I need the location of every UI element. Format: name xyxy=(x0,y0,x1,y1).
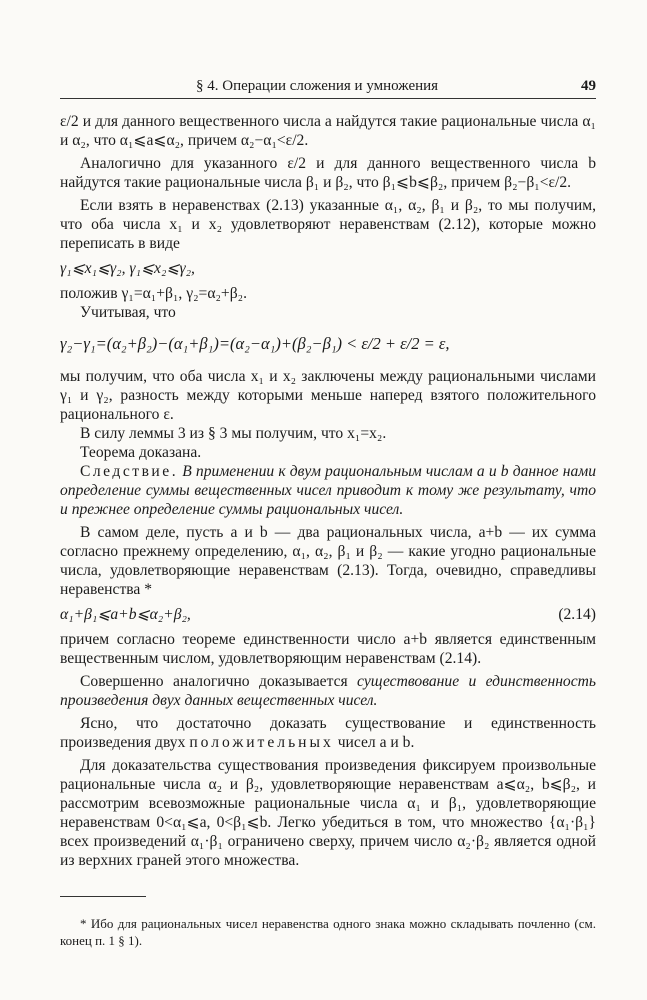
formula xyxy=(60,605,596,624)
paragraph: Теорема доказана. xyxy=(80,444,202,461)
paragraph: Если взять в неравенствах (2.13) указанные α₁, α₂, β₁ и β₂, то мы получим, что оба числа x₁ и x₂ удовлетворяют неравенствам (2.12), которые можно переписать в виде xyxy=(60,197,596,252)
header-rule xyxy=(60,98,596,99)
corollary-text: В применении к двум рациональным числам a и b данное нами определение суммы вещественных чисел приводит к тому же результату, что и прежнее определение суммы рациональных чисел. xyxy=(60,463,596,518)
paragraph: Аналогично для указанного ε/2 и для данного вещественного числа b найдутся такие рациональные числа β₁ и β₂, что β₁⩽b⩽β₂, причем β₂−β₁<ε/2. xyxy=(60,155,596,191)
footnote-rule xyxy=(60,896,146,897)
spaced-word: положительных xyxy=(189,734,334,751)
footnote: * Ибо для рациональных чисел неравенства одного знака можно складывать почленно (см. конец п. 1 § 1). xyxy=(60,916,596,948)
paragraph: В самом деле, пусть a и b — два рациональных числа, a+b — их сумма согласно прежнему определению, α₁, α₂, β₁ и β₂ — какие угодно рациональные числа, удовлетворяющие неравенствам (2.13). Тогда, очевидно, справедливы неравенства * xyxy=(60,524,596,598)
paragraph: мы получим, что оба числа x₁ и x₂ заключены между рациональными числами γ₁ и γ₂, разность между которыми меньше наперед взятого положительного рационального ε. xyxy=(60,368,596,423)
paragraph: Для доказательства существования произведения фиксируем произвольные рациональные числа α₂ и β₂, удовлетворяющие неравенствам a⩽α₂, b⩽β₂, и рассмотрим всевозможные рациональные числа α₁ и β₁, удовлетворяющие неравенствам 0<α₁⩽a, 0<β₁⩽b. Легко убедиться в том, что множество {α₁·β₁} всех произведений α₁·β₁ ограничено сверху, причем число α₂·β₂ является одной из верхних граней этого множества. xyxy=(60,757,596,869)
paragraph: положив γ₁=α₁+β₁, γ₂=α₂+β₂. xyxy=(60,285,247,302)
corollary-heading: Следствие. xyxy=(80,463,179,480)
page-body xyxy=(60,112,596,870)
text: Совершенно аналогично доказывается xyxy=(80,673,358,690)
formula: γ₂−γ₁=(α₂+β₂)−(α₁+β₁)=(α₂−α₁)+(β₂−β₁) < ε/2 + ε/2 = ε, xyxy=(60,334,450,353)
paragraph: ε/2 и для данного вещественного числа a найдутся такие рациональные числа α₁ и α₂, что α₁⩽a⩽α₂, причем α₂−α₁<ε/2. xyxy=(60,113,596,149)
paragraph: В силу леммы 3 из § 3 мы получим, что x₁=x₂. xyxy=(80,425,387,442)
page-number: 49 xyxy=(581,78,596,94)
text: Ясно, что достаточно доказать существование и единственность произведения двух xyxy=(60,715,596,751)
paragraph: Учитывая, что xyxy=(80,304,176,321)
formula-text: α₁+β₁⩽a+b⩽α₂+β₂, xyxy=(60,606,191,623)
page-header xyxy=(60,78,596,98)
paragraph xyxy=(60,714,596,752)
emphasis: существование и единственность произведения двух данных вещественных чисел. xyxy=(60,673,597,709)
text: чисел a и b. xyxy=(333,734,415,751)
paragraph xyxy=(60,672,596,710)
equation-number: (2.14) xyxy=(558,606,596,623)
formula: γ₁⩽x₁⩽γ₂, γ₁⩽x₂⩽γ₂, xyxy=(60,260,195,277)
corollary xyxy=(60,462,596,519)
running-title: § 4. Операции сложения и умножения xyxy=(196,78,439,94)
paragraph: причем согласно теореме единственности число a+b является единственным вещественным числом, удовлетворяющим неравенствам (2.14). xyxy=(60,631,596,667)
